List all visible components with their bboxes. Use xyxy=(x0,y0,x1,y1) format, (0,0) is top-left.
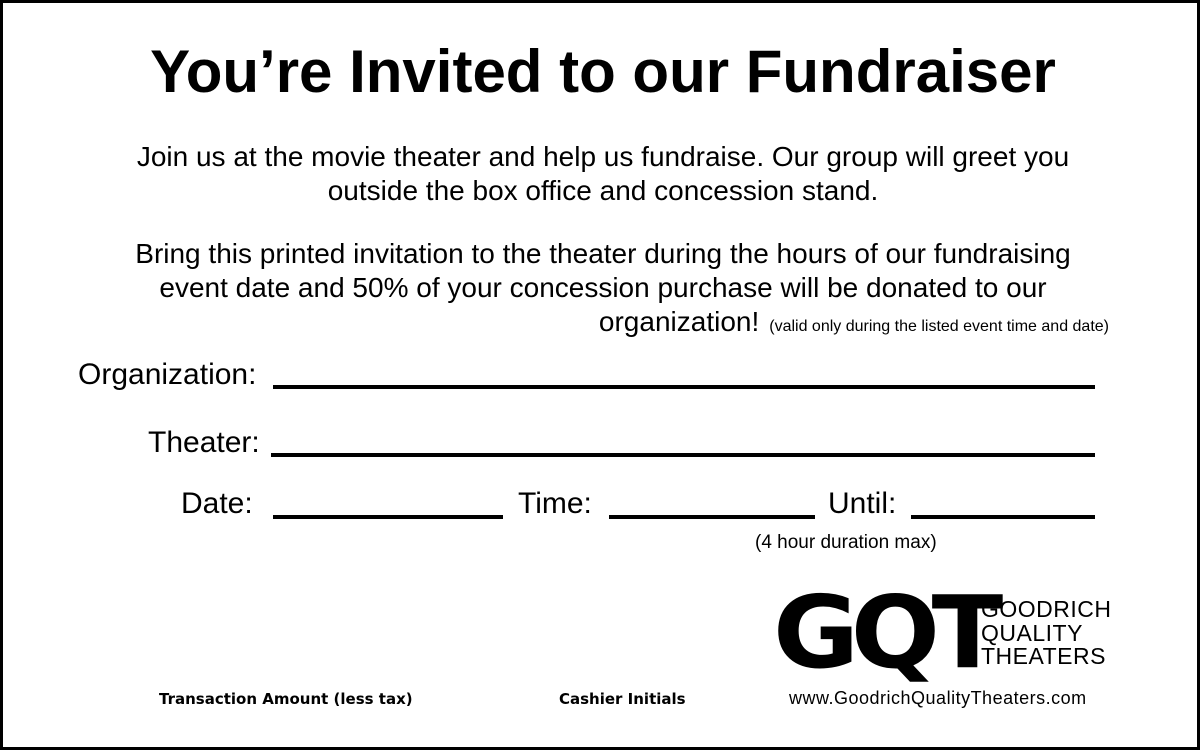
organization-field-line xyxy=(273,385,1095,389)
gqt-logo xyxy=(773,574,1133,691)
transaction-amount-label: Transaction Amount (less tax) xyxy=(159,690,413,708)
website-url: www.GoodrichQualityTheaters.com xyxy=(789,688,1087,708)
until-label: Until: xyxy=(828,487,897,520)
invitation-title: You’re Invited to our Fundraiser xyxy=(150,38,1056,105)
validity-note: (valid only during the listed event time and date) xyxy=(769,318,1109,335)
gqt-logo-wordmark xyxy=(981,598,1112,669)
offer-line-3: organization! xyxy=(598,306,760,337)
until-field-line xyxy=(911,515,1095,519)
offer-line-2: event date and 50% of your concession purchase will be donated to our xyxy=(159,272,1047,303)
offer-paragraph xyxy=(43,237,1163,305)
organization-label: Organization: xyxy=(78,358,257,391)
intro-paragraph xyxy=(43,140,1163,208)
intro-line-1: Join us at the movie theater and help us fundraise. Our group will greet you xyxy=(136,141,1070,172)
offer-line-1: Bring this printed invitation to the theater during the hours of our fundraising xyxy=(135,238,1071,269)
time-field-line xyxy=(609,515,815,519)
date-field-line xyxy=(273,515,503,519)
gqt-logo-mark: GQT xyxy=(773,574,995,691)
intro-line-2: outside the box office and concession stand. xyxy=(327,175,879,206)
logo-line-theaters: THEATERS xyxy=(981,643,1106,669)
date-label: Date: xyxy=(181,487,253,520)
logo-line-goodrich: GOODRICH xyxy=(981,596,1112,622)
offer-line-3-row xyxy=(3,305,1109,344)
time-label: Time: xyxy=(518,487,592,520)
logo-line-quality: QUALITY xyxy=(981,619,1083,646)
cashier-initials-label: Cashier Initials xyxy=(559,690,686,708)
theater-field-line xyxy=(271,453,1095,457)
duration-note: (4 hour duration max) xyxy=(755,532,937,553)
theater-label: Theater: xyxy=(148,426,260,459)
